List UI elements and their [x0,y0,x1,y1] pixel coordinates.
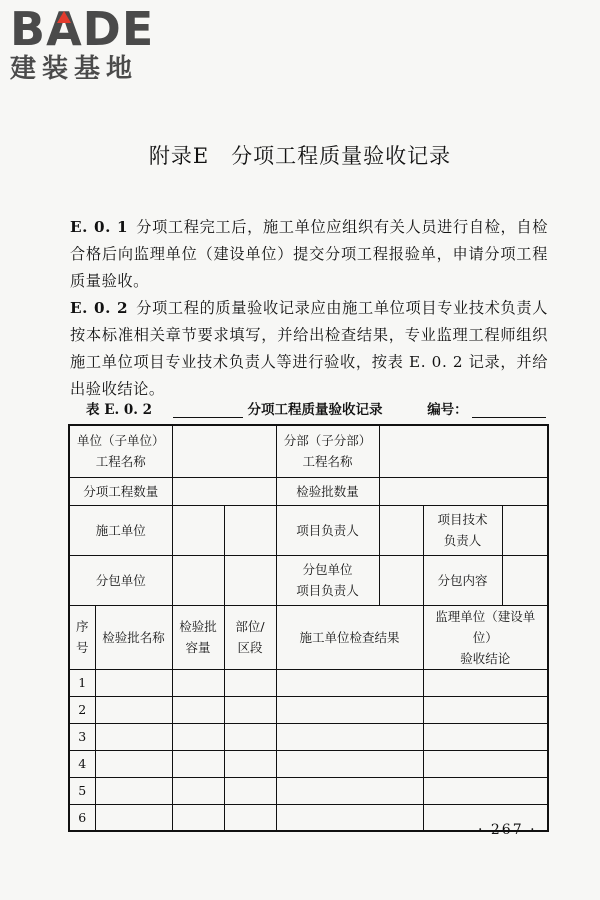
form-row-contractor [69,505,548,555]
contractor-cell[interactable] [172,505,224,555]
sub-manager-cell[interactable] [379,555,423,605]
item-count-label: 分项工程数量 [69,477,172,505]
supervisor-conclusion-cell[interactable] [423,723,548,750]
batch-name-cell[interactable] [95,669,172,696]
form-row-subcontractor [69,555,548,605]
project-manager-label: 项目负责人 [276,505,379,555]
subcontractor-cell[interactable] [172,555,224,605]
form-row-unit [69,425,548,477]
table-row [69,804,548,831]
form-row-counts [69,477,548,505]
logo-triangle-icon [57,11,71,23]
number-label: 编号： [427,402,468,418]
batch-name-cell[interactable] [95,777,172,804]
header-location: 部位/ 区段 [224,605,276,669]
contractor-result-cell[interactable] [276,804,423,831]
table-title: 分项工程质量验收记录 [247,402,383,418]
header-contractor-result: 施工单位检查结果 [276,605,423,669]
sub-content-cell[interactable] [502,555,548,605]
clause-number: E. 0. 1 [70,218,129,236]
number-blank [472,403,546,418]
batch-count-cell[interactable] [379,477,548,505]
contractor-result-cell[interactable] [276,696,423,723]
blank-line [173,403,243,418]
batch-count-label: 检验批数量 [276,477,379,505]
table-row [69,750,548,777]
supervisor-conclusion-cell[interactable] [423,696,548,723]
row-number: 4 [69,750,95,777]
form-row-headers [69,605,548,669]
batch-name-cell[interactable] [95,723,172,750]
row-number: 1 [69,669,95,696]
contractor-cell-2[interactable] [224,505,276,555]
batch-name-cell[interactable] [95,804,172,831]
location-cell[interactable] [224,696,276,723]
supervisor-conclusion-cell[interactable] [423,750,548,777]
brand-logo [10,4,180,86]
contractor-result-cell[interactable] [276,723,423,750]
item-count-cell[interactable] [172,477,276,505]
logo-accent-letter: A [46,2,83,56]
row-number: 5 [69,777,95,804]
logo-subtitle: 建装基地 [10,54,139,84]
tech-lead-label: 项目技术 负责人 [423,505,502,555]
capacity-cell[interactable] [172,804,224,831]
sub-content-label: 分包内容 [423,555,502,605]
page-title: 附录E 分项工程质量验收记录 [148,144,452,168]
quality-acceptance-form [68,424,549,832]
logo-text: BA DE [10,2,155,56]
row-number: 3 [69,723,95,750]
contractor-result-cell[interactable] [276,750,423,777]
table-row [69,696,548,723]
unit-name-cell[interactable] [172,425,276,477]
row-number: 6 [69,804,95,831]
location-cell[interactable] [224,669,276,696]
table-label: 表 E. 0. 2 [86,402,153,418]
subdivision-name-label: 分部（子分部） 工程名称 [276,425,379,477]
clause-e01 [70,214,548,295]
subcontractor-cell-2[interactable] [224,555,276,605]
subcontractor-label: 分包单位 [69,555,172,605]
supervisor-conclusion-cell[interactable] [423,777,548,804]
sub-manager-label: 分包单位 项目负责人 [276,555,379,605]
capacity-cell[interactable] [172,777,224,804]
location-cell[interactable] [224,750,276,777]
capacity-cell[interactable] [172,696,224,723]
subdivision-name-cell[interactable] [379,425,548,477]
capacity-cell[interactable] [172,723,224,750]
location-cell[interactable] [224,777,276,804]
project-manager-cell[interactable] [379,505,423,555]
clause-e02 [70,295,548,403]
capacity-cell[interactable] [172,750,224,777]
clause-number: E. 0. 2 [70,299,129,317]
tech-lead-cell[interactable] [502,505,548,555]
table-row [69,723,548,750]
page-number: · 267 · [478,822,537,838]
unit-name-label: 单位（子单位） 工程名称 [69,425,172,477]
header-capacity: 检验批 容量 [172,605,224,669]
location-cell[interactable] [224,723,276,750]
supervisor-conclusion-cell[interactable] [423,669,548,696]
contractor-label: 施工单位 [69,505,172,555]
table-row [69,777,548,804]
batch-name-cell[interactable] [95,696,172,723]
header-seq: 序号 [69,605,95,669]
row-number: 2 [69,696,95,723]
clause-text: 分项工程的质量验收记录应由施工单位项目专业技术负责人按本标准相关章节要求填写，并给出检查结果，专业监理工程师组织施工单位项目专业技术负责人等进行验收，按表 E. 0. 2 记录，并给出验收结论。 [70,299,548,398]
contractor-result-cell[interactable] [276,669,423,696]
clause-text: 分项工程完工后，施工单位应组织有关人员进行自检，自检合格后向监理单位（建设单位）提交分项工程报验单，申请分项工程质量验收。 [70,218,548,290]
header-batch-name: 检验批名称 [95,605,172,669]
table-caption [86,398,546,418]
capacity-cell[interactable] [172,669,224,696]
header-supervisor-conclusion: 监理单位（建设单位） 验收结论 [423,605,548,669]
table-row [69,669,548,696]
logo-wordmark [10,4,180,54]
contractor-result-cell[interactable] [276,777,423,804]
batch-name-cell[interactable] [95,750,172,777]
location-cell[interactable] [224,804,276,831]
